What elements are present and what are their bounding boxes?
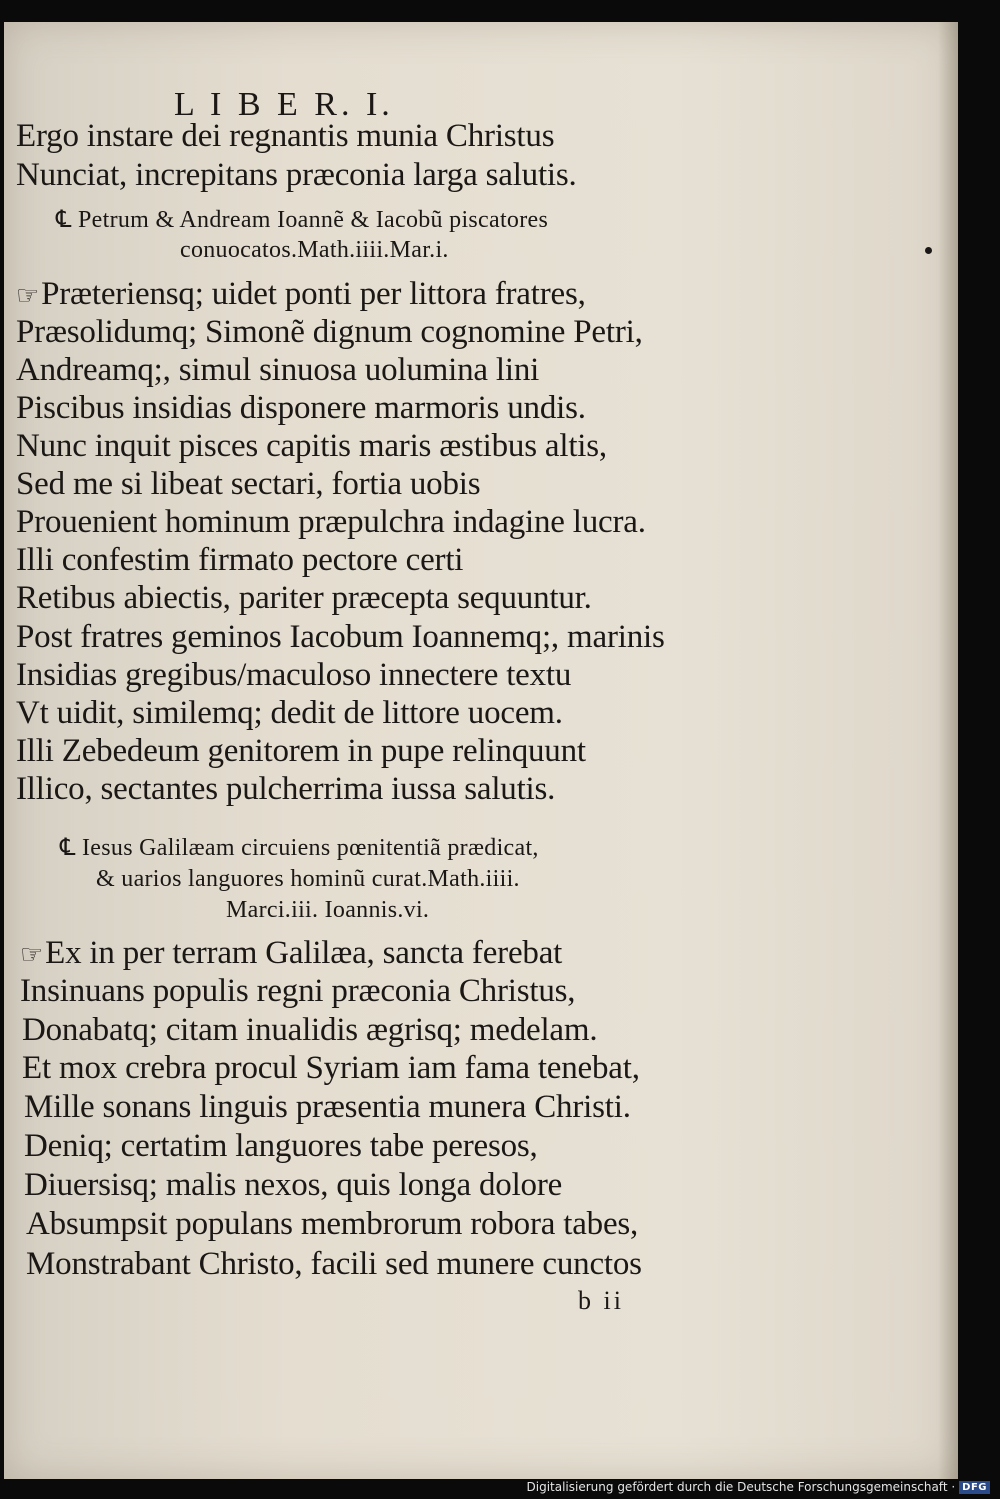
verse-line: Illico, sectantes pulcherrima iussa salutis.: [16, 771, 556, 807]
chapter-heading: ℄ Petrum & Andream Ioannẽ & Iacobũ piscatores: [56, 207, 549, 233]
verse-line: Andreamq;, simul sinuosa uolumina lini: [16, 352, 540, 388]
verse-line: Diuersisq; malis nexos, quis longa dolore: [24, 1167, 563, 1203]
verse-line: Illi Zebedeum genitorem in pupe relinquunt: [16, 733, 586, 769]
verse-line: Nunciat, increpitans præconia larga salutis.: [16, 157, 577, 193]
manicule-icon: ☞: [16, 281, 40, 310]
verse-line: Mille sonans linguis præsentia munera Christi.: [24, 1089, 631, 1125]
verse-line: ☞Præteriensq; uidet ponti per littora fratres,: [16, 276, 586, 312]
verse-line: Piscibus insidias disponere marmoris undis.: [16, 390, 586, 426]
running-head: L I B E R. I.: [174, 86, 394, 123]
verse-line: Prouenient hominum præpulchra indagine lucra.: [16, 504, 646, 540]
verse-line: Et mox crebra procul Syriam iam fama tenebat,: [22, 1050, 640, 1086]
verse-line: Nunc inquit pisces capitis maris æstibus altis,: [16, 428, 607, 464]
verse-line: Ergo instare dei regnantis munia Christus: [16, 118, 555, 154]
credit-text: Digitalisierung gefördert durch die Deutsche Forschungsgemeinschaft ·: [526, 1480, 956, 1494]
signature-mark: b ii: [578, 1286, 624, 1315]
chapter-heading: conuocatos.Math.iiii.Mar.i.: [180, 237, 449, 263]
chapter-heading: Marci.iii. Ioannis.vi.: [226, 897, 430, 923]
chapter-heading: ℄ Iesus Galilæam circuiens pœnitentiã prædicat,: [60, 835, 539, 861]
verse-line: ☞Ex in per terram Galilæa, sancta ferebat: [20, 935, 563, 971]
verse-line: Deniq; certatim languores tabe peresos,: [24, 1128, 538, 1164]
book-page: [4, 22, 958, 1479]
verse-line: Donabatq; citam inualidis ægrisq; medelam.: [22, 1012, 598, 1048]
verse-line: Illi confestim firmato pectore certi: [16, 542, 464, 578]
verse-line: Insidias gregibus/maculoso innectere textu: [16, 657, 572, 693]
dfg-logo: DFG: [959, 1481, 990, 1494]
manicule-icon: ☞: [20, 940, 44, 969]
digitization-credit: [527, 1480, 990, 1494]
verse-line: Insinuans populis regni præconia Christus,: [20, 973, 576, 1009]
chapter-heading: & uarios languores hominũ curat.Math.iiii.: [96, 866, 520, 892]
verse-line: Retibus abiectis, pariter præcepta sequuntur.: [16, 580, 592, 616]
verse-line: Sed me si libeat sectari, fortia uobis: [16, 466, 481, 502]
verse-line: Præsolidumq; Simonẽ dignum cognomine Petri,: [16, 314, 643, 350]
verse-line: Post fratres geminos Iacobum Ioannemq;, marinis: [16, 619, 665, 655]
verse-line: Vt uidit, similemq; dedit de littore uocem.: [16, 695, 563, 731]
verse-line: Absumpsit populans membrorum robora tabes,: [26, 1206, 639, 1242]
verse-line: Monstrabant Christo, facili sed munere cunctos: [26, 1246, 642, 1282]
ink-spot: [925, 247, 932, 254]
